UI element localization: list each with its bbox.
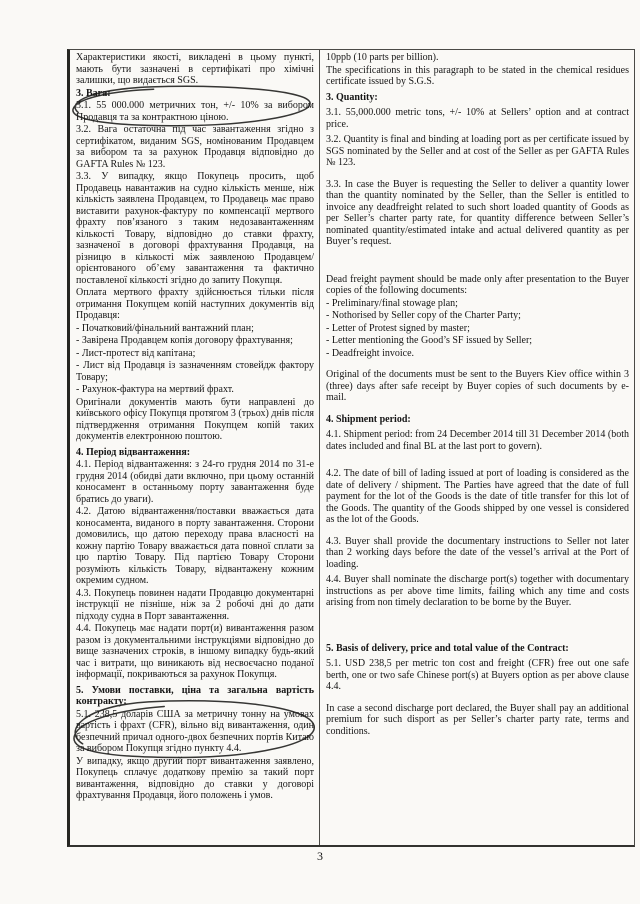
clause-3-1-en: 3.1. 55,000.000 metric tons, +/- 10% at Sellers’ option and at contract price.	[326, 107, 629, 130]
clause-4-1-uk: 4.1. Період відвантаження: з 24-го грудня 2014 по 31-е грудня 2014 (обидві дати включно, при цьому останній коносамент в останньому порту завантаження буде братись до уваги).	[76, 459, 314, 505]
clause-4-4-uk: 4.4. Покупець має надати порт(и) вивантаження разом разом із документальними інструкціями відповідно до вище зазначених строків, в іншому випадку будь-який час і витрати, що виникають від несвоєчасно поданої інформації, покриваються за рахунок Покупця.	[76, 623, 314, 680]
para-quality-spec-uk: Характеристики якості, викладені в цьому пункті, мають бути зазначені в сертифікаті про хімічні залишки, що видається SGS.	[76, 52, 314, 86]
circled-clause-3-1-uk	[76, 88, 314, 124]
list-deadfreight-invoice-en: - Deadfreight invoice.	[326, 347, 415, 359]
clause-4-4-en: 4.4. Buyer shall nominate the discharge port(s) together with documentary instructions as per above time limits, failing which any time and costs arising from non timely declaration to be borne by the Buyer.	[326, 574, 629, 608]
para-originals-kiev-office-uk: Оригінали документів мають бути направлені до київського офісу Покупця протягом 3 (трьох) днів після підтвердження отримання Покупцем копій таких документів електронною поштою.	[76, 396, 314, 442]
para-residues-certificate-en: The specifications in this paragraph to be stated in the chemical residues certificate issued by S.G.S.	[326, 64, 629, 87]
clause-4-2-uk: 4.2. Датою відвантаження/поставки вважається дата коносамента, виданого в порту завантаження. Сторони домовились, що датою переходу права власності на кожну партію Товару вважається дата повної сплати за цю партію Товару. Під партією Товару Сторони розуміють кількість Товару, відвантажену кожним окремим судном.	[76, 506, 314, 586]
heading-delivery-terms-uk: 5. Умови поставки, ціна та загальна вартість контракту:	[76, 684, 314, 707]
clause-3-3-uk: 3.3. У випадку, якщо Покупець просить, щоб Продавець навантажив на судно кількість менше, ніж кількість заявлена Продавцем, то Продавець має право виставити рахунок-фактуру по компенсації мертвого фрахту пов’язаного з таким недозавантаженням кількості Товару, відповідно до ставки фрахту, зазначеної в договорі фрахтування Продавця, на різницю в кількості між заявленою Продавцем/орієнтованого об’єму завантаження та фактично поставленої кількості згідно до запиту Покупця.	[76, 171, 314, 286]
clause-3-2-en: 3.2. Quantity is final and binding at loading port as per certificate issued by SGS nominated by the Seller and at cost of the Seller as per GAFTA Rules № 123.	[326, 134, 629, 168]
heading-quantity-en: 3. Quantity:	[326, 91, 378, 103]
clause-3-1-uk: 3.1. 55 000.000 метричних тон, +/- 10% за вибором Продавця та за контрактною ціною.	[76, 100, 314, 123]
list-deadfreight-invoice-uk: - Рахунок-фактура на мертвий фрахт.	[76, 384, 234, 395]
para-ppb-en: 10ppb (10 parts per billion).	[326, 52, 439, 63]
list-letter-of-protest-en: - Letter of Protest signed by master;	[326, 322, 470, 334]
clause-3-3-en: 3.3. In case the Buyer is requesting the Seller to deliver a quantity lower than the quantity nominated by the Seller, than the Seller is entitled to invoice any deadfreight related to such short loaded quantity of Goods as per Seller’s charter party rate, for quantity difference between Seller’s nominated quantity/estimated intake and actual delivered quantity as per Buyer’s request.	[326, 178, 629, 247]
clause-5-1-en: 5.1. USD 238,5 per metric ton cost and freight (CFR) free out one safe berth, one or two safe Chinese port(s) at Buyers option as per above clause 4.4.	[326, 658, 629, 692]
list-charter-party-copy-en: - Nothorised by Seller copy of the Charter Party;	[326, 310, 521, 321]
heading-shipment-period-en: 4. Shipment period:	[326, 413, 411, 425]
para-originals-kiev-office-en: Original of the documents must be sent to the Buyers Kiev office within 3 (three) days after safe receipt by Buyer copies of such documents by e-mail.	[326, 369, 629, 403]
column-ukrainian	[70, 50, 320, 845]
list-stowage-factor-letter-en: - Letter mentioning the Good’s SF issued by Seller;	[326, 335, 533, 346]
page-number: 3	[317, 849, 323, 863]
para-second-port-premium-uk: У випадку, якщо другий порт вивантаження заявлено, Покупець сплачує додаткову премію за такий порт вивантаження, відповідно до ставки у договорі фрахтування Продавця, його положень і умов.	[76, 755, 314, 801]
circled-clause-5-1-uk	[76, 685, 314, 755]
para-second-port-premium-en: In case a second discharge port declared, the Buyer shall pay an additional premium for such disport as per Seller’s charter party rate, terms and conditions.	[326, 702, 629, 737]
list-charter-party-copy-uk: - Завірена Продавцем копія договору фрахтування;	[76, 335, 293, 346]
clause-3-2-uk: 3.2. Вага остаточна під час завантаження згідно з сертифікатом, виданим SGS, номінованим Продавцем за вибором та за рахунок Продавця відповідно до GAFTA Rules № 123.	[76, 124, 314, 170]
contract-table	[67, 49, 635, 847]
clause-4-3-en: 4.3. Buyer shall provide the documentary instructions to Seller not later than 2 working days before the date of the vessel’s arrival at the Port of loading.	[326, 535, 629, 570]
clause-4-1-en: 4.1. Shipment period: from 24 December 2014 till 31 December 2014 (both dates included and final BL at the last port to govern).	[326, 429, 629, 452]
list-letter-of-protest-uk: - Лист-протест від капітана;	[76, 347, 196, 359]
clause-4-2-en: 4.2. The date of bill of lading issued at port of loading is considered as the date of delivery / shipment. The Parties have agreed that the date of full payment for the lot of the Goods is the date of title transfer for this lot of the Goods. The quantity of the Goods shipped by one vessel is considered as the lot of the Goods.	[326, 468, 629, 525]
list-stowage-plan-uk: - Початковий/фінальний вантажний план;	[76, 322, 254, 334]
heading-shipment-period-uk: 4. Період відвантаження:	[76, 446, 191, 458]
list-stowage-factor-letter-uk: - Лист від Продавця із зазначенням стовейдж фактору Товару;	[76, 360, 314, 383]
clause-5-1-uk: 5.1. 238,5 доларів США за метричну тонну на умовах вартість і фрахт (CFR), вільно від вивантаження, один безпечний причал одного-двох безпечних портів Китаю за вибором Покупця згідно пункту 4.4.	[76, 708, 314, 754]
clause-4-3-uk: 4.3. Покупець повинен надати Продавцю документарні інструкції не пізніше, ніж за 2 робочі дні до дати підходу судна в Порт завантаження.	[76, 587, 314, 622]
heading-delivery-terms-en: 5. Basis of delivery, price and total value of the Contract:	[326, 642, 569, 654]
para-deadfreight-payment-en: Dead freight payment should be made only after presentation to the Buyer copies of the following documents:	[326, 273, 629, 296]
list-stowage-plan-en: - Preliminary/final stowage plan;	[326, 297, 458, 309]
column-english	[320, 50, 634, 845]
heading-weight-uk: 3. Вага:	[76, 87, 111, 99]
para-deadfreight-payment-uk: Оплата мертвого фрахту здійснюється тільки після отримання Покупцем копій наступних документів від Продавця:	[76, 287, 314, 321]
